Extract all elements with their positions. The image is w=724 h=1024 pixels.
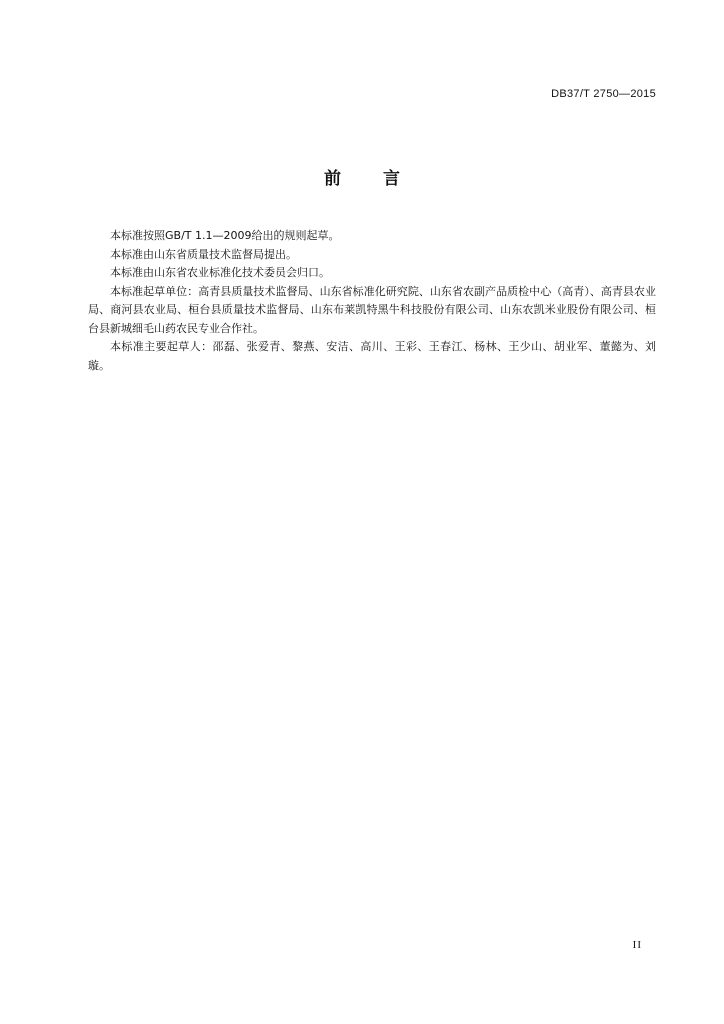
paragraph-main-drafters: 本标准主要起草人：邵磊、张爱青、黎燕、安洁、高川、王彩、王春江、杨林、王少山、胡业军、董懿为、刘璇。 <box>88 340 656 372</box>
page-number: II <box>632 939 642 951</box>
paragraph-administrator: 本标准由山东省农业标准化技术委员会归口。 <box>110 266 330 279</box>
paragraph-drafting-units: 本标准起草单位：高青县质量技术监督局、山东省标准化研究院、山东省农副产品质检中心（高青）、高青县农业局、商河县农业局、桓台县质量技术监督局、山东布莱凯特黑牛科技股份有限公司、山东农凯米业股份有限公司、桓台县新城细毛山药农民专业合作社。 <box>88 284 656 335</box>
document-code: DB37/T 2750—2015 <box>551 88 656 100</box>
preface-body <box>88 227 656 375</box>
paragraph-proposer: 本标准由山东省质量技术监督局提出。 <box>110 247 297 261</box>
page-title: 前 言 <box>324 169 418 189</box>
paragraph-drafting-rules: 本标准按照GB/T 1.1—2009给出的规则起草。 <box>110 229 340 242</box>
